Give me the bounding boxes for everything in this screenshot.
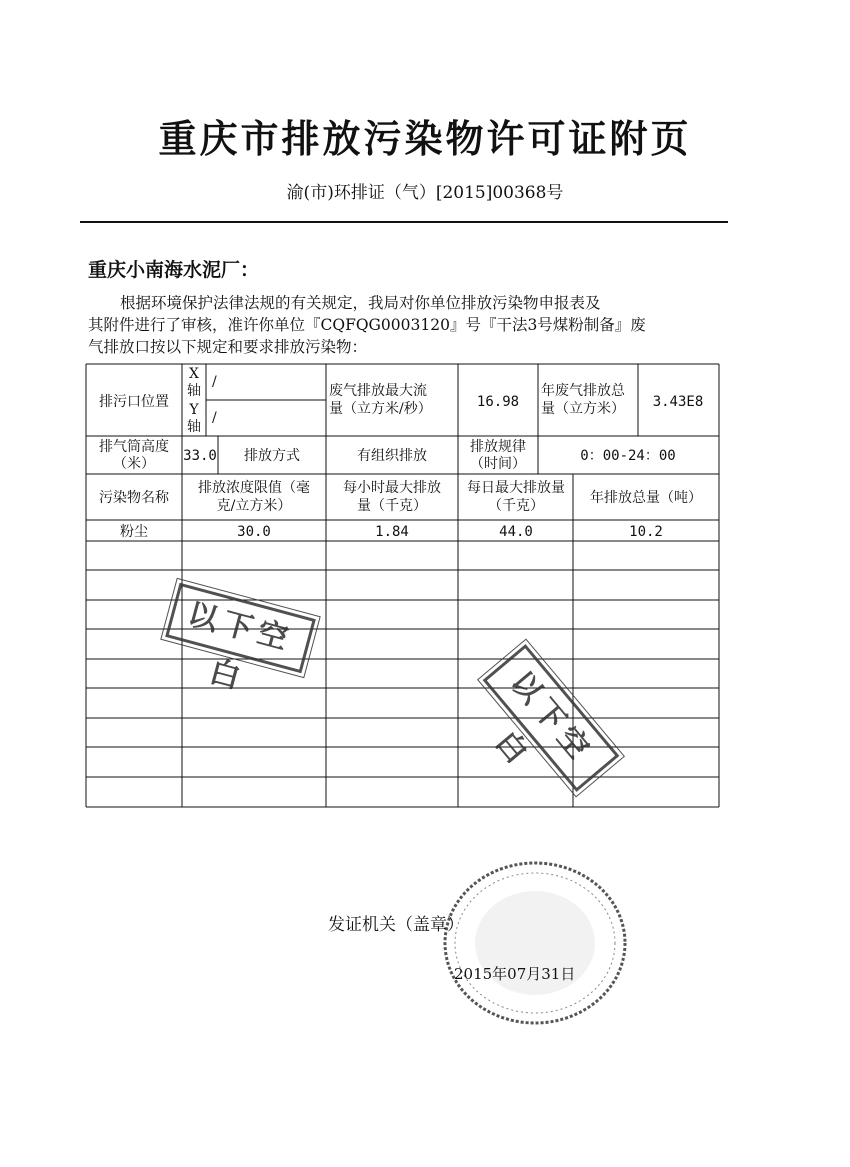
col-header-hourly-line1: 每小时最大排放 (343, 480, 441, 496)
issuing-authority: 发证机关（盖章） (328, 915, 464, 935)
blank-below-stamp-2: 以下空白 (483, 644, 620, 792)
row-hourly-value: 1.84 (375, 524, 409, 540)
body-line-1: 根据环境保护法律法规的有关规定，我局对你单位排放污染物申报表及 (120, 294, 601, 312)
stack-height-label-line1: 排气筒高度 (99, 439, 169, 455)
emission-mode-label: 排放方式 (244, 448, 300, 464)
addressee: 重庆小南海水泥厂： (88, 259, 260, 281)
annual-volume-value: 3.43E8 (652, 394, 704, 410)
annual-volume-label-line2: 量（立方米） (541, 401, 625, 417)
max-flow-label-line2: 量（立方米/秒） (329, 401, 432, 417)
stack-height-label-line2: （米） (113, 456, 155, 472)
emission-pattern-value: 0：00-24：00 (580, 448, 676, 464)
issue-date: 2015年07月31日 (454, 965, 576, 983)
permit-number: 渝(市)环排证（气）[2015]00368号 (286, 183, 564, 203)
row-pollutant-name: 粉尘 (120, 524, 148, 540)
official-seal-icon (440, 858, 630, 1028)
annual-volume-label-line1: 年废气排放总 (541, 383, 625, 399)
body-line-3: 气排放口按以下规定和要求排放污染物： (88, 338, 368, 356)
body-line-2: 其附件进行了审核，准许你单位『CQFQG0003120』号『干法3号煤粉制备』废 (88, 316, 646, 334)
x-axis-label-top: X (189, 366, 199, 382)
x-axis-value: / (212, 374, 217, 390)
max-flow-value: 16.98 (476, 394, 520, 410)
outlet-location-label: 排污口位置 (99, 394, 169, 410)
y-axis-label-bottom: 轴 (187, 419, 201, 435)
emission-mode-value: 有组织排放 (357, 448, 427, 464)
emission-pattern-label-line1: 排放规律 (470, 439, 526, 455)
header-divider (80, 221, 728, 223)
blank-below-stamp: 以下空白 (165, 583, 316, 674)
max-flow-label-line1: 废气排放最大流 (329, 383, 427, 399)
row-annual-value: 10.2 (629, 524, 663, 540)
col-header-hourly-line2: 量（千克） (357, 498, 427, 514)
row-limit-value: 30.0 (237, 524, 271, 540)
body-paragraph (88, 292, 728, 358)
col-header-limit-line1: 排放浓度限值（毫 (198, 480, 310, 496)
col-header-pollutant: 污染物名称 (99, 490, 169, 506)
y-axis-value: / (212, 410, 217, 426)
col-header-daily-line2: （千克） (488, 498, 544, 514)
y-axis-label-top: Y (189, 402, 199, 418)
document-title: 重庆市排放污染物许可证附页 (158, 117, 692, 161)
x-axis-label-bottom: 轴 (187, 383, 201, 399)
col-header-limit-line2: 克/立方米） (216, 498, 292, 514)
col-header-daily-line1: 每日最大排放量 (467, 480, 565, 496)
stack-height-value: 33.0 (183, 448, 217, 464)
emission-pattern-label-line2: （时间） (470, 456, 526, 472)
col-header-annual: 年排放总量（吨） (590, 490, 702, 506)
row-daily-value: 44.0 (499, 524, 533, 540)
